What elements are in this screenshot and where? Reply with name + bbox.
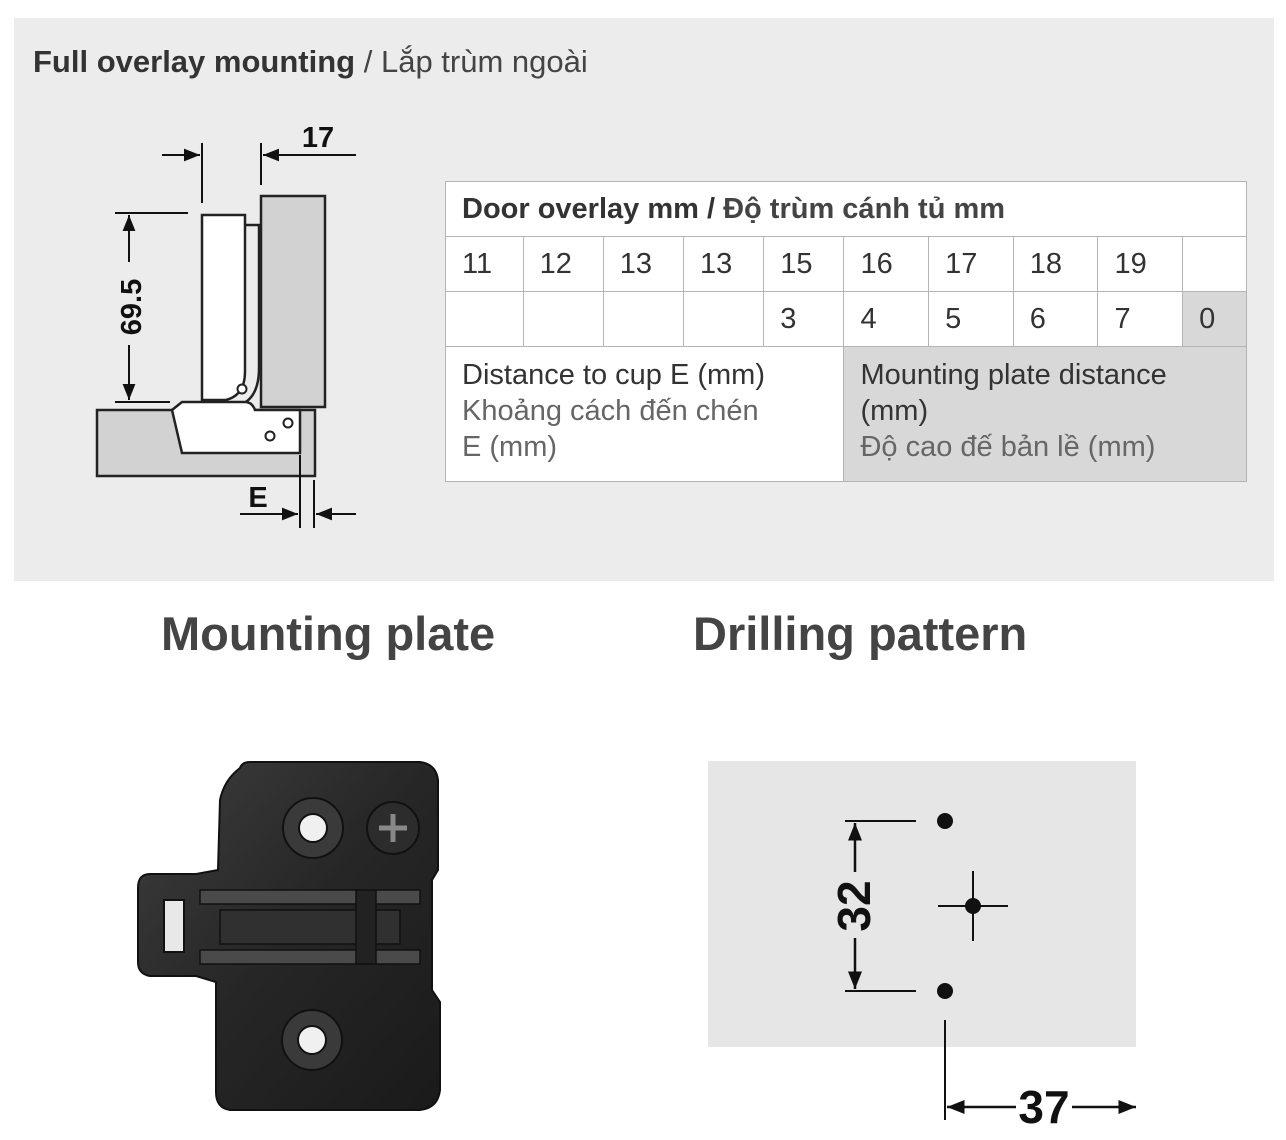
description-row (446, 347, 1247, 482)
dim-side-label: 69.5 (116, 278, 148, 336)
overlay-value-cell: 13 (603, 237, 683, 292)
overlay-value-cell: 12 (523, 237, 603, 292)
hinge-arm (202, 215, 245, 400)
plate-value-cell: 5 (929, 292, 1014, 347)
table-header-vi: Độ trùm cánh tủ mm (723, 192, 1006, 225)
plate-value-cell-highlight: 0 (1183, 292, 1247, 347)
overlay-value-cell: 17 (929, 237, 1014, 292)
plate-value-cell: 7 (1098, 292, 1183, 347)
overlay-value-cell: 11 (446, 237, 524, 292)
plate-distance-en-2: (mm) (860, 395, 929, 427)
table-header-row (446, 182, 1247, 237)
table-header-en: Door overlay mm (462, 192, 699, 225)
mounting-plate-distance-label (844, 347, 1247, 482)
mounting-plate-title: Mounting plate (161, 607, 496, 660)
drill-hole-top (937, 813, 953, 829)
distance-to-cup-label (446, 347, 844, 482)
dim-bottom-label: E (248, 482, 268, 514)
overlay-value-cell: 13 (684, 237, 764, 292)
plate-value-cell (523, 292, 603, 347)
plate-distance-en-1: Mounting plate distance (860, 359, 1167, 391)
drilling-pattern-diagram (690, 740, 1150, 1130)
hinge-cup (172, 402, 300, 453)
plate-value-cell (446, 292, 524, 347)
overlay-value-cell: 18 (1013, 237, 1098, 292)
panel-title-en: Full overlay mounting (33, 44, 356, 79)
overlay-value-cell (1183, 237, 1247, 292)
plate-distance-vi: Độ cao đế bản lề (mm) (860, 431, 1156, 463)
distance-to-cup-vi-1: Khoảng cách đến chén (462, 395, 759, 427)
overlay-value-cell: 15 (764, 237, 844, 292)
door-panel (261, 196, 325, 407)
table-header: Door overlay mm / Độ trùm cánh tủ mm (446, 182, 1247, 237)
panel-title-vi: Lắp trùm ngoài (380, 44, 588, 79)
plate-value-cell (684, 292, 764, 347)
overlay-value-cell: 16 (844, 237, 929, 292)
plate-value-cell: 4 (844, 292, 929, 347)
drilling-pattern-title: Drilling pattern (693, 607, 1028, 660)
plate-values-row (446, 292, 1247, 347)
dim-vertical-label: 32 (828, 880, 880, 932)
plate-value-cell: 6 (1013, 292, 1098, 347)
distance-to-cup-vi-2: E (mm) (462, 431, 558, 463)
overlay-values-row (446, 237, 1247, 292)
drilling-board (708, 761, 1136, 1047)
dim-top-label: 17 (301, 122, 335, 154)
hinge-section-diagram (0, 0, 440, 580)
mounting-plate-image (120, 740, 460, 1130)
overlay-value-cell: 19 (1098, 237, 1183, 292)
plate-value-cell: 3 (764, 292, 844, 347)
panel-title-separator: / (363, 44, 373, 79)
dim-horizontal-label: 37 (1018, 1081, 1070, 1130)
distance-to-cup-en: Distance to cup E (mm) (462, 359, 765, 391)
plate-value-cell (603, 292, 683, 347)
drill-hole-bottom (937, 983, 953, 999)
door-overlay-table (445, 181, 1247, 482)
